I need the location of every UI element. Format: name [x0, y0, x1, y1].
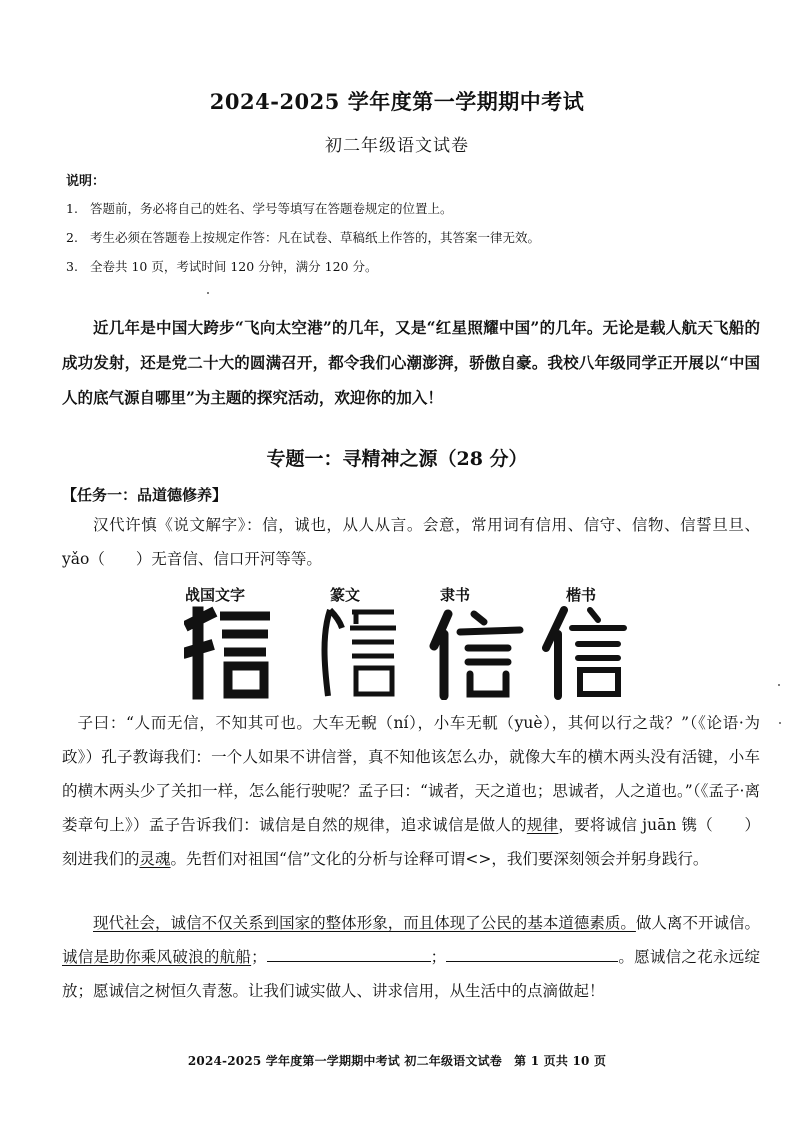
note-item — [66, 228, 540, 246]
para3-text-a: 做人离不开诚信。 — [635, 914, 760, 932]
xin-character-evolution — [0, 604, 794, 704]
para3-sep-b: ； — [430, 948, 447, 966]
para2-text-a: 子曰：“人而无信，不知其可也。大车无輗（ní），小车无軏（yuè），其何以行之哉？”（《论语·为政》）孔子教诲我们：一个人如果不讲信誉，真不知他该怎么办，就像大车的横木两头没有活键，小车的横木两头少了关扣一样，怎么能行驶呢？孟子曰：“诚者，天之道也；思诚者，人之道也。”（《孟子·离娄章句上》）孟子告诉我们：诚信是自然的规律，追求诚信是做人的 — [62, 714, 760, 834]
modern-society-paragraph — [62, 906, 760, 1008]
task-heading: 【任务一：品道德修养】 — [62, 486, 228, 504]
glyph-seal — [314, 604, 400, 704]
exam-title: 2024-2025 学年度第一学期期中考试 — [209, 89, 585, 114]
script-label-regular: 楷书 — [566, 586, 597, 604]
page-footer: 2024-2025 学年度第一学期期中考试 初二年级语文试卷 第 1 页共 10 页 — [187, 1054, 607, 1068]
glyph-clerical — [424, 604, 524, 704]
scan-speck — [207, 292, 209, 294]
section-title: 专题一：寻精神之源（28 分） — [266, 448, 528, 470]
script-label-seal: 篆文 — [330, 586, 361, 604]
underlined-word-guilv: 规律 — [526, 816, 559, 834]
scan-speck — [779, 722, 781, 724]
para2-text-b: ，要将诚信 juān 镌（ ）刻进我们的 — [62, 816, 760, 868]
note-text: 答题前，务必将自己的姓名、学号等填写在答题卷规定的位置上。 — [90, 201, 453, 216]
note-number: 3. — [66, 259, 78, 274]
note-text: 考生必须在答题卷上按规定作答：凡在试卷、草稿纸上作答的，其答案一律无效。 — [90, 230, 541, 245]
note-number: 1. — [66, 201, 78, 216]
note-number: 2. — [66, 230, 78, 245]
script-label-clerical: 隶书 — [440, 586, 471, 604]
underlined-word-linghun: 灵魂 — [139, 850, 171, 868]
confucius-mencius-paragraph — [62, 706, 760, 876]
intro-paragraph: 近几年是中国大跨步“飞向太空港”的几年，又是“红星照耀中国”的几年。无论是载人航天飞船的成功发射，还是党二十大的圆满召开，都令我们心潮澎湃，骄傲自豪。我校八年级同学正开展以“中国人的底气源自哪里”为主题的探究活动，欢迎你的加入！ — [62, 318, 760, 407]
underlined-sentence-hangchuan: 诚信是助你乘风破浪的航船 — [62, 948, 252, 966]
underlined-sentence: 现代社会，诚信不仅关系到国家的整体形象，而且体现了公民的基本道德素质。 — [93, 914, 636, 932]
scan-speck — [778, 684, 780, 686]
script-label-warring-states: 战国文字 — [185, 586, 246, 604]
note-item — [66, 257, 377, 275]
glyph-regular — [538, 604, 628, 704]
shuowen-paragraph: 汉代许慎《说文解字》：信，诚也，从人从言。会意，常用词有信用、信守、信物、信誓旦旦、yǎo（ ）无音信、信口开河等等。 — [62, 516, 760, 568]
exam-subtitle: 初二年级语文试卷 — [325, 136, 469, 156]
para3-sep-a: ； — [251, 948, 267, 966]
answer-blank[interactable] — [267, 947, 431, 962]
note-item — [66, 199, 453, 217]
para2-text-c: 。先哲们对祖国“信”文化的分析与诠释可谓<>，我们要深刻领会并躬身践行。 — [170, 850, 709, 868]
answer-blank[interactable] — [446, 947, 618, 962]
notes-heading: 说明： — [66, 174, 106, 189]
glyph-warring-states — [184, 604, 276, 704]
note-text: 全卷共 10 页，考试时间 120 分钟，满分 120 分。 — [90, 259, 378, 274]
para3-text-b: 。愿诚信之花永远绽放；愿诚信之树恒久青葱。让我们诚实做人、讲求信用，从生活中的点滴做起！ — [62, 948, 760, 1000]
